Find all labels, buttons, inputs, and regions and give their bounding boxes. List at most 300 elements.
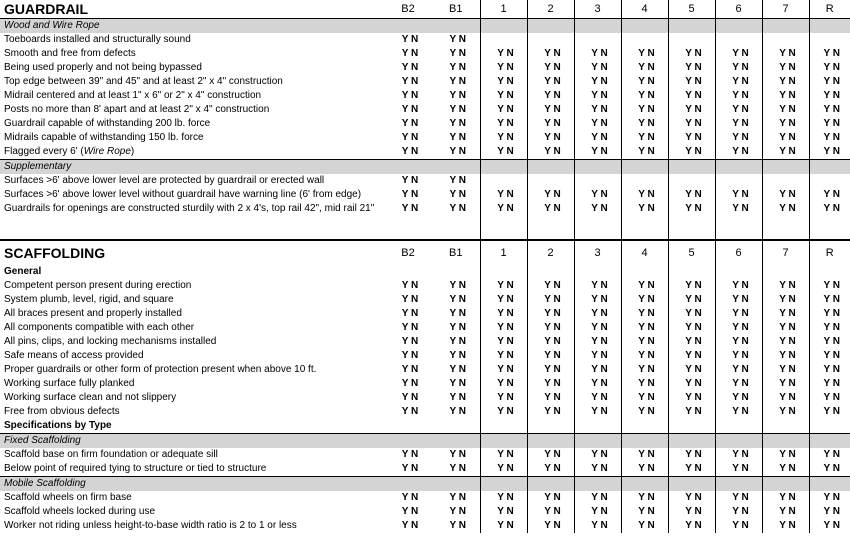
empty-cell — [574, 33, 621, 47]
yn-toggle-3[interactable]: Y N — [574, 61, 621, 75]
yn-toggle-7[interactable]: Y N — [762, 61, 809, 75]
empty-cell — [527, 419, 574, 434]
yn-toggle-1[interactable]: Y N — [480, 349, 527, 363]
yn-toggle-b1[interactable]: Y N — [449, 90, 466, 101]
yn-toggle-b1[interactable]: Y N — [449, 62, 466, 73]
yn-toggle-5[interactable]: Y N — [668, 307, 715, 321]
yn-toggle-b2[interactable]: Y N — [401, 132, 419, 143]
yn-toggle-2[interactable]: Y N — [527, 89, 574, 103]
yn-toggle-4[interactable]: Y N — [621, 307, 668, 321]
subsection-fill — [527, 160, 574, 175]
yn-toggle-7[interactable]: Y N — [762, 202, 809, 216]
yn-toggle-6[interactable]: Y N — [715, 117, 762, 131]
subsection-fill — [432, 477, 480, 492]
yn-toggle-4[interactable]: Y N — [621, 131, 668, 145]
yn-toggle-6[interactable]: Y N — [715, 363, 762, 377]
yn-toggle-7[interactable]: Y N — [762, 321, 809, 335]
yn-toggle-4[interactable]: Y N — [621, 103, 668, 117]
yn-toggle-3[interactable]: Y N — [574, 145, 621, 160]
yn-toggle-r[interactable]: Y N — [809, 405, 850, 419]
yn-toggle-r[interactable]: Y N — [809, 202, 850, 216]
yn-toggle-r[interactable]: Y N — [809, 491, 850, 505]
yn-toggle-b1[interactable]: Y N — [449, 104, 466, 115]
yn-toggle-r[interactable]: Y N — [809, 321, 850, 335]
yn-toggle-1[interactable]: Y N — [480, 103, 527, 117]
yn-toggle-5[interactable]: Y N — [668, 202, 715, 216]
yn-toggle-r[interactable]: Y N — [809, 188, 850, 202]
yn-toggle-r[interactable]: Y N — [809, 103, 850, 117]
yn-toggle-3[interactable]: Y N — [574, 321, 621, 335]
yn-toggle-2[interactable]: Y N — [527, 405, 574, 419]
yn-toggle-3[interactable]: Y N — [574, 491, 621, 505]
yn-toggle-b2[interactable]: Y N — [401, 463, 419, 474]
yn-toggle-r[interactable]: Y N — [809, 89, 850, 103]
yn-toggle-3[interactable]: Y N — [574, 188, 621, 202]
yn-toggle-3[interactable]: Y N — [574, 307, 621, 321]
yn-toggle-7[interactable]: Y N — [762, 75, 809, 89]
yn-toggle-b2[interactable]: Y N — [401, 392, 419, 403]
checklist-item-label: Proper guardrails or other form of protection present when above 10 ft. — [4, 364, 317, 375]
yn-toggle-3[interactable]: Y N — [574, 519, 621, 533]
yn-toggle-b2[interactable]: Y N — [401, 76, 419, 87]
checklist-row — [0, 47, 850, 61]
yn-toggle-4[interactable]: Y N — [621, 188, 668, 202]
yn-toggle-b2[interactable]: Y N — [401, 364, 419, 375]
empty-cell — [527, 174, 574, 188]
yn-toggle-2[interactable]: Y N — [527, 519, 574, 533]
yn-toggle-6[interactable]: Y N — [715, 349, 762, 363]
yn-toggle-5[interactable]: Y N — [668, 293, 715, 307]
yn-toggle-6[interactable]: Y N — [715, 448, 762, 462]
yn-toggle-7[interactable]: Y N — [762, 462, 809, 477]
yn-toggle-r[interactable]: Y N — [809, 117, 850, 131]
yn-toggle-6[interactable]: Y N — [715, 103, 762, 117]
yn-toggle-1[interactable]: Y N — [480, 519, 527, 533]
yn-toggle-3[interactable]: Y N — [574, 349, 621, 363]
checklist-item-label: Guardrail capable of withstanding 200 lb. force — [4, 118, 211, 129]
yn-toggle-1[interactable]: Y N — [480, 391, 527, 405]
yn-toggle-2[interactable]: Y N — [527, 391, 574, 405]
yn-toggle-r[interactable]: Y N — [809, 61, 850, 75]
yn-toggle-b1[interactable]: Y N — [449, 76, 466, 87]
yn-toggle-r[interactable]: Y N — [809, 377, 850, 391]
checklist-item-label: Free from obvious defects — [4, 406, 120, 417]
yn-toggle-5[interactable]: Y N — [668, 335, 715, 349]
empty-cell — [480, 265, 527, 279]
yn-toggle-r[interactable]: Y N — [809, 293, 850, 307]
yn-toggle-7[interactable]: Y N — [762, 145, 809, 160]
yn-toggle-2[interactable]: Y N — [527, 321, 574, 335]
yn-toggle-6[interactable]: Y N — [715, 89, 762, 103]
yn-toggle-1[interactable]: Y N — [480, 89, 527, 103]
yn-toggle-1[interactable]: Y N — [480, 377, 527, 391]
yn-toggle-r[interactable]: Y N — [809, 279, 850, 293]
yn-toggle-2[interactable]: Y N — [527, 307, 574, 321]
yn-toggle-3[interactable]: Y N — [574, 47, 621, 61]
yn-toggle-5[interactable]: Y N — [668, 448, 715, 462]
yn-toggle-6[interactable]: Y N — [715, 307, 762, 321]
yn-toggle-6[interactable]: Y N — [715, 293, 762, 307]
yn-toggle-6[interactable]: Y N — [715, 75, 762, 89]
yn-toggle-b2[interactable]: Y N — [401, 189, 419, 200]
yn-toggle-4[interactable]: Y N — [621, 519, 668, 533]
yn-toggle-b1[interactable]: Y N — [449, 378, 466, 389]
yn-toggle-3[interactable]: Y N — [574, 202, 621, 216]
yn-toggle-6[interactable]: Y N — [715, 321, 762, 335]
checklist-row — [0, 188, 850, 202]
yn-toggle-b2[interactable]: Y N — [401, 203, 419, 214]
yn-toggle-6[interactable]: Y N — [715, 202, 762, 216]
yn-toggle-7[interactable]: Y N — [762, 307, 809, 321]
yn-toggle-5[interactable]: Y N — [668, 47, 715, 61]
yn-toggle-b1[interactable]: Y N — [449, 406, 466, 417]
yn-toggle-7[interactable]: Y N — [762, 519, 809, 533]
yn-toggle-b1[interactable]: Y N — [449, 336, 466, 347]
empty-cell — [574, 419, 621, 434]
yn-toggle-5[interactable]: Y N — [668, 363, 715, 377]
yn-toggle-2[interactable]: Y N — [527, 448, 574, 462]
yn-toggle-5[interactable]: Y N — [668, 117, 715, 131]
yn-toggle-7[interactable]: Y N — [762, 448, 809, 462]
yn-toggle-3[interactable]: Y N — [574, 103, 621, 117]
yn-toggle-6[interactable]: Y N — [715, 279, 762, 293]
yn-toggle-b1[interactable]: Y N — [449, 146, 466, 157]
checklist-row — [0, 491, 850, 505]
yn-toggle-5[interactable]: Y N — [668, 131, 715, 145]
yn-toggle-r[interactable]: Y N — [809, 47, 850, 61]
yn-toggle-7[interactable]: Y N — [762, 391, 809, 405]
yn-toggle-3[interactable]: Y N — [574, 131, 621, 145]
yn-toggle-2[interactable]: Y N — [527, 61, 574, 75]
yn-toggle-1[interactable]: Y N — [480, 405, 527, 419]
yn-toggle-b2[interactable]: Y N — [401, 406, 419, 417]
yn-toggle-6[interactable]: Y N — [715, 405, 762, 419]
yn-toggle-4[interactable]: Y N — [621, 363, 668, 377]
yn-toggle-3[interactable]: Y N — [574, 377, 621, 391]
yn-toggle-6[interactable]: Y N — [715, 505, 762, 519]
subsection-header — [0, 19, 850, 34]
yn-toggle-5[interactable]: Y N — [668, 505, 715, 519]
yn-toggle-3[interactable]: Y N — [574, 363, 621, 377]
yn-toggle-b2[interactable]: Y N — [401, 449, 419, 460]
yn-toggle-r[interactable]: Y N — [809, 519, 850, 533]
yn-toggle-5[interactable]: Y N — [668, 349, 715, 363]
yn-toggle-2[interactable]: Y N — [527, 117, 574, 131]
yn-toggle-6[interactable]: Y N — [715, 188, 762, 202]
subsection-fill — [809, 19, 850, 34]
yn-toggle-3[interactable]: Y N — [574, 89, 621, 103]
yn-toggle-1[interactable]: Y N — [480, 335, 527, 349]
yn-toggle-6[interactable]: Y N — [715, 491, 762, 505]
yn-toggle-b1[interactable]: Y N — [449, 189, 466, 200]
yn-toggle-2[interactable]: Y N — [527, 491, 574, 505]
yn-toggle-7[interactable]: Y N — [762, 491, 809, 505]
yn-toggle-5[interactable]: Y N — [668, 405, 715, 419]
yn-toggle-4[interactable]: Y N — [621, 117, 668, 131]
empty-cell — [762, 33, 809, 47]
yn-toggle-b2[interactable]: Y N — [401, 118, 419, 129]
yn-toggle-b2[interactable]: Y N — [401, 104, 419, 115]
checklist-item-label: Scaffold wheels on firm base — [4, 492, 132, 503]
checklist-row — [0, 279, 850, 293]
checklist-item-label: Being used properly and not being bypassed — [4, 62, 202, 73]
yn-toggle-1[interactable]: Y N — [480, 145, 527, 160]
yn-toggle-1[interactable]: Y N — [480, 202, 527, 216]
yn-toggle-7[interactable]: Y N — [762, 377, 809, 391]
yn-toggle-2[interactable]: Y N — [527, 75, 574, 89]
checklist-item-label: Midrails capable of withstanding 150 lb. force — [4, 132, 204, 143]
yn-toggle-1[interactable]: Y N — [480, 75, 527, 89]
yn-toggle-r[interactable]: Y N — [809, 363, 850, 377]
checklist-item-label: Working surface fully planked — [4, 378, 135, 389]
yn-toggle-4[interactable]: Y N — [621, 405, 668, 419]
yn-toggle-b2[interactable]: Y N — [401, 308, 419, 319]
yn-toggle-7[interactable]: Y N — [762, 349, 809, 363]
yn-toggle-2[interactable]: Y N — [527, 131, 574, 145]
yn-toggle-1[interactable]: Y N — [480, 491, 527, 505]
yn-toggle-r[interactable]: Y N — [809, 307, 850, 321]
column-header-4: 4 — [621, 240, 668, 265]
yn-toggle-1[interactable]: Y N — [480, 462, 527, 477]
yn-toggle-b2[interactable]: Y N — [401, 48, 419, 59]
yn-toggle-r[interactable]: Y N — [809, 335, 850, 349]
yn-toggle-6[interactable]: Y N — [715, 462, 762, 477]
yn-toggle-b2[interactable]: Y N — [401, 378, 419, 389]
yn-toggle-b1[interactable]: Y N — [449, 203, 466, 214]
yn-toggle-5[interactable]: Y N — [668, 188, 715, 202]
yn-toggle-4[interactable]: Y N — [621, 202, 668, 216]
yn-toggle-7[interactable]: Y N — [762, 89, 809, 103]
yn-toggle-b1[interactable]: Y N — [449, 308, 466, 319]
yn-toggle-4[interactable]: Y N — [621, 335, 668, 349]
yn-toggle-b1[interactable]: Y N — [449, 175, 466, 186]
yn-toggle-4[interactable]: Y N — [621, 462, 668, 477]
yn-toggle-5[interactable]: Y N — [668, 491, 715, 505]
yn-toggle-3[interactable]: Y N — [574, 279, 621, 293]
empty-cell — [621, 33, 668, 47]
empty-cell — [762, 265, 809, 279]
yn-toggle-7[interactable]: Y N — [762, 188, 809, 202]
yn-toggle-5[interactable]: Y N — [668, 519, 715, 533]
checklist-row — [0, 293, 850, 307]
yn-toggle-3[interactable]: Y N — [574, 448, 621, 462]
yn-toggle-b2[interactable]: Y N — [401, 350, 419, 361]
yn-toggle-6[interactable]: Y N — [715, 131, 762, 145]
yn-toggle-r[interactable]: Y N — [809, 131, 850, 145]
yn-toggle-4[interactable]: Y N — [621, 145, 668, 160]
yn-toggle-b2[interactable]: Y N — [401, 294, 419, 305]
column-header-r: R — [809, 0, 850, 19]
yn-toggle-b1[interactable]: Y N — [449, 132, 466, 143]
yn-toggle-2[interactable]: Y N — [527, 293, 574, 307]
yn-toggle-3[interactable]: Y N — [574, 505, 621, 519]
column-header-6: 6 — [715, 0, 762, 19]
yn-toggle-b1[interactable]: Y N — [449, 463, 466, 474]
yn-toggle-7[interactable]: Y N — [762, 505, 809, 519]
yn-toggle-r[interactable]: Y N — [809, 145, 850, 160]
group-heading-row — [0, 419, 850, 434]
yn-toggle-b1[interactable]: Y N — [449, 506, 466, 517]
yn-toggle-b2[interactable]: Y N — [401, 492, 419, 503]
yn-toggle-3[interactable]: Y N — [574, 75, 621, 89]
yn-toggle-1[interactable]: Y N — [480, 279, 527, 293]
yn-toggle-4[interactable]: Y N — [621, 89, 668, 103]
yn-toggle-4[interactable]: Y N — [621, 47, 668, 61]
yn-toggle-b2[interactable]: Y N — [401, 336, 419, 347]
yn-toggle-6[interactable]: Y N — [715, 335, 762, 349]
yn-toggle-b1[interactable]: Y N — [449, 350, 466, 361]
yn-toggle-b2[interactable]: Y N — [401, 146, 419, 157]
yn-toggle-7[interactable]: Y N — [762, 47, 809, 61]
spacer-cell — [574, 216, 621, 240]
yn-toggle-1[interactable]: Y N — [480, 293, 527, 307]
yn-toggle-6[interactable]: Y N — [715, 61, 762, 75]
yn-toggle-1[interactable]: Y N — [480, 61, 527, 75]
yn-toggle-5[interactable]: Y N — [668, 279, 715, 293]
yn-toggle-2[interactable]: Y N — [527, 377, 574, 391]
yn-toggle-b1[interactable]: Y N — [449, 520, 466, 531]
yn-toggle-4[interactable]: Y N — [621, 491, 668, 505]
yn-toggle-b1[interactable]: Y N — [449, 34, 466, 45]
yn-toggle-2[interactable]: Y N — [527, 349, 574, 363]
yn-toggle-b1[interactable]: Y N — [449, 492, 466, 503]
yn-toggle-5[interactable]: Y N — [668, 75, 715, 89]
yn-toggle-b2[interactable]: Y N — [401, 322, 419, 333]
yn-toggle-b1[interactable]: Y N — [449, 48, 466, 59]
yn-toggle-b2[interactable]: Y N — [401, 90, 419, 101]
yn-toggle-r[interactable]: Y N — [809, 391, 850, 405]
yn-toggle-b2[interactable]: Y N — [401, 175, 419, 186]
yn-toggle-5[interactable]: Y N — [668, 145, 715, 160]
yn-toggle-4[interactable]: Y N — [621, 293, 668, 307]
yn-toggle-2[interactable]: Y N — [527, 103, 574, 117]
yn-toggle-3[interactable]: Y N — [574, 462, 621, 477]
yn-toggle-3[interactable]: Y N — [574, 293, 621, 307]
subsection-fill — [762, 434, 809, 449]
yn-toggle-4[interactable]: Y N — [621, 377, 668, 391]
yn-toggle-2[interactable]: Y N — [527, 363, 574, 377]
empty-cell — [432, 419, 480, 434]
yn-toggle-2[interactable]: Y N — [527, 145, 574, 160]
yn-toggle-b1[interactable]: Y N — [449, 294, 466, 305]
empty-cell — [809, 265, 850, 279]
empty-cell — [621, 265, 668, 279]
yn-toggle-b2[interactable]: Y N — [401, 62, 419, 73]
yn-toggle-7[interactable]: Y N — [762, 103, 809, 117]
yn-toggle-r[interactable]: Y N — [809, 462, 850, 477]
yn-toggle-7[interactable]: Y N — [762, 279, 809, 293]
yn-toggle-1[interactable]: Y N — [480, 321, 527, 335]
yn-toggle-7[interactable]: Y N — [762, 335, 809, 349]
yn-toggle-2[interactable]: Y N — [527, 188, 574, 202]
yn-toggle-1[interactable]: Y N — [480, 188, 527, 202]
yn-toggle-4[interactable]: Y N — [621, 61, 668, 75]
yn-toggle-b1[interactable]: Y N — [449, 364, 466, 375]
spacer-cell — [527, 216, 574, 240]
yn-toggle-4[interactable]: Y N — [621, 349, 668, 363]
yn-toggle-1[interactable]: Y N — [480, 363, 527, 377]
yn-toggle-7[interactable]: Y N — [762, 131, 809, 145]
yn-toggle-3[interactable]: Y N — [574, 335, 621, 349]
yn-toggle-1[interactable]: Y N — [480, 131, 527, 145]
yn-toggle-4[interactable]: Y N — [621, 279, 668, 293]
empty-cell — [432, 265, 480, 279]
checklist-row — [0, 505, 850, 519]
yn-toggle-r[interactable]: Y N — [809, 505, 850, 519]
yn-toggle-6[interactable]: Y N — [715, 519, 762, 533]
yn-toggle-b1[interactable]: Y N — [449, 118, 466, 129]
yn-toggle-1[interactable]: Y N — [480, 448, 527, 462]
yn-toggle-6[interactable]: Y N — [715, 145, 762, 160]
yn-toggle-5[interactable]: Y N — [668, 89, 715, 103]
yn-toggle-b2[interactable]: Y N — [401, 520, 419, 531]
yn-toggle-r[interactable]: Y N — [809, 349, 850, 363]
yn-toggle-r[interactable]: Y N — [809, 75, 850, 89]
yn-toggle-7[interactable]: Y N — [762, 363, 809, 377]
yn-toggle-2[interactable]: Y N — [527, 505, 574, 519]
yn-toggle-b1[interactable]: Y N — [449, 392, 466, 403]
yn-toggle-5[interactable]: Y N — [668, 462, 715, 477]
yn-toggle-r[interactable]: Y N — [809, 448, 850, 462]
yn-toggle-7[interactable]: Y N — [762, 117, 809, 131]
yn-toggle-1[interactable]: Y N — [480, 505, 527, 519]
yn-toggle-1[interactable]: Y N — [480, 117, 527, 131]
yn-toggle-1[interactable]: Y N — [480, 47, 527, 61]
column-header-b1: B1 — [449, 3, 463, 15]
yn-toggle-3[interactable]: Y N — [574, 117, 621, 131]
subsection-fill — [809, 434, 850, 449]
subsection-label: Wood and Wire Rope — [0, 19, 384, 34]
yn-toggle-2[interactable]: Y N — [527, 202, 574, 216]
yn-toggle-1[interactable]: Y N — [480, 307, 527, 321]
yn-toggle-4[interactable]: Y N — [621, 391, 668, 405]
yn-toggle-2[interactable]: Y N — [527, 47, 574, 61]
checklist-row — [0, 448, 850, 462]
yn-toggle-b2[interactable]: Y N — [401, 506, 419, 517]
yn-toggle-2[interactable]: Y N — [527, 335, 574, 349]
yn-toggle-5[interactable]: Y N — [668, 377, 715, 391]
checklist-row — [0, 202, 850, 216]
yn-toggle-b1[interactable]: Y N — [449, 449, 466, 460]
yn-toggle-b2[interactable]: Y N — [401, 34, 419, 45]
yn-toggle-b1[interactable]: Y N — [449, 280, 466, 291]
yn-toggle-4[interactable]: Y N — [621, 505, 668, 519]
yn-toggle-b1[interactable]: Y N — [449, 322, 466, 333]
empty-cell — [715, 419, 762, 434]
spacer-cell — [621, 216, 668, 240]
yn-toggle-6[interactable]: Y N — [715, 377, 762, 391]
yn-toggle-4[interactable]: Y N — [621, 448, 668, 462]
yn-toggle-5[interactable]: Y N — [668, 321, 715, 335]
yn-toggle-6[interactable]: Y N — [715, 47, 762, 61]
yn-toggle-7[interactable]: Y N — [762, 293, 809, 307]
yn-toggle-5[interactable]: Y N — [668, 391, 715, 405]
yn-toggle-7[interactable]: Y N — [762, 405, 809, 419]
yn-toggle-2[interactable]: Y N — [527, 462, 574, 477]
yn-toggle-4[interactable]: Y N — [621, 321, 668, 335]
yn-toggle-5[interactable]: Y N — [668, 103, 715, 117]
yn-toggle-6[interactable]: Y N — [715, 391, 762, 405]
yn-toggle-4[interactable]: Y N — [621, 75, 668, 89]
yn-toggle-2[interactable]: Y N — [527, 279, 574, 293]
checklist-row — [0, 519, 850, 533]
yn-toggle-5[interactable]: Y N — [668, 61, 715, 75]
yn-toggle-b2[interactable]: Y N — [401, 280, 419, 291]
subsection-header — [0, 160, 850, 175]
yn-toggle-3[interactable]: Y N — [574, 391, 621, 405]
yn-toggle-3[interactable]: Y N — [574, 405, 621, 419]
spacer-cell — [762, 216, 809, 240]
